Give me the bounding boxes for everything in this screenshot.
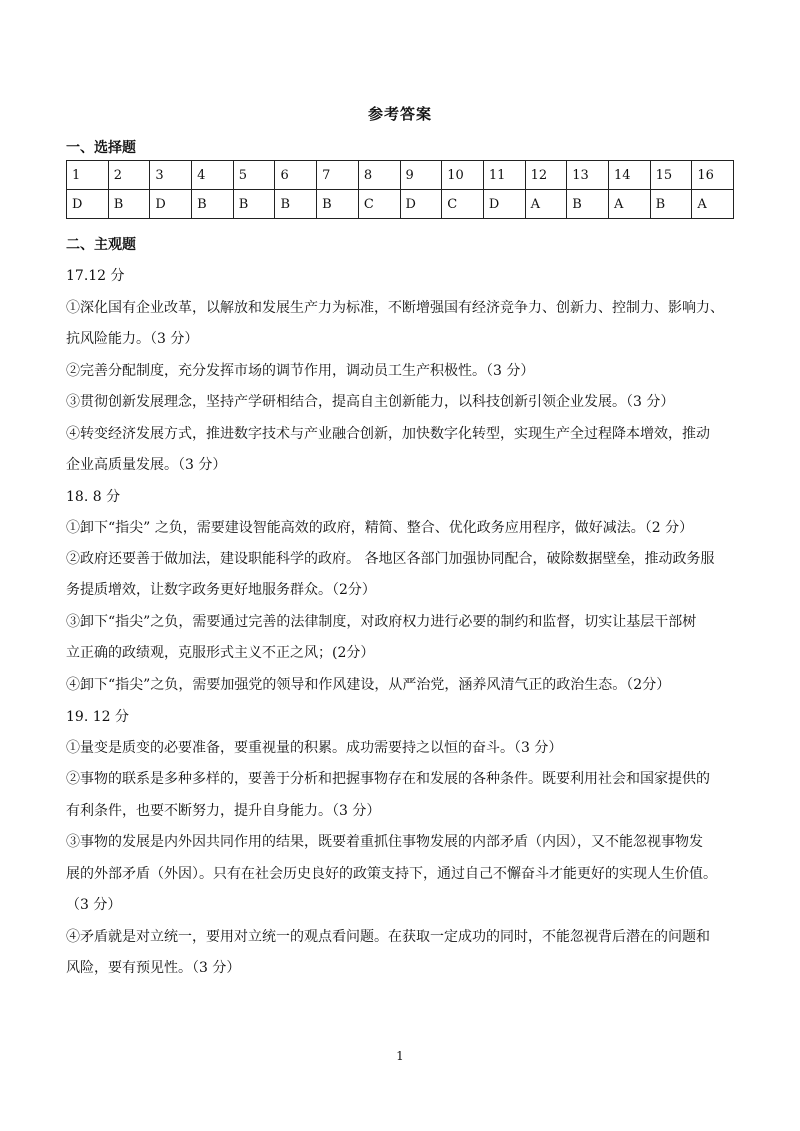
- section-subjective-heading: 二、主观题: [66, 237, 136, 253]
- question-number-cell: 13: [567, 161, 609, 190]
- answer-line: ②事物的联系是多种多样的，要善于分析和把握事物存在和发展的各种条件。既要利用社会和国家提供的: [66, 771, 710, 787]
- answer-line: ②政府还要善于做加法，建设职能科学的政府。 各地区各部门加强协同配合，破除数据壁垒，推动政务服: [66, 551, 715, 567]
- answer-cell: D: [67, 190, 109, 219]
- question-number-cell: 15: [650, 161, 692, 190]
- question-number-cell: 11: [483, 161, 525, 190]
- answer-line: 展的外部矛盾（外因）。只有在社会历史良好的政策支持下，通过自己不懈奋斗才能更好的实现人生价值。: [66, 866, 717, 882]
- page-title: 参考答案: [367, 105, 432, 123]
- answer-cell: D: [400, 190, 442, 219]
- question-number-cell: 14: [608, 161, 650, 190]
- question-number-cell: 8: [358, 161, 400, 190]
- question-number-cell: 4: [192, 161, 234, 190]
- question-number-cell: 3: [150, 161, 192, 190]
- question-number-cell: 6: [275, 161, 317, 190]
- question-number-cell: 9: [400, 161, 442, 190]
- answer-cell: C: [358, 190, 400, 219]
- answer-line: 企业高质量发展。（3 分）: [66, 457, 227, 473]
- answer-cell: D: [150, 190, 192, 219]
- page-number: 1: [396, 1049, 404, 1063]
- answer-line: 有利条件，也要不断努力，提升自身能力。（3 分）: [66, 803, 381, 819]
- answer-line: ③贯彻创新发展理念，坚持产学研相结合，提高自主创新能力，以科技创新引领企业发展。（3 分）: [66, 394, 675, 410]
- answer-line: ②完善分配制度，充分发挥市场的调节作用，调动员工生产积极性。（3 分）: [66, 363, 535, 379]
- answer-line: ④矛盾就是对立统一，要用对立统一的观点看问题。在获取一定成功的同时，不能忽视背后潜在的问题和: [66, 929, 710, 945]
- answer-cell: B: [192, 190, 234, 219]
- answer-cell: B: [567, 190, 609, 219]
- answer-line: ④卸下“指尖”之负，需要加强党的领导和作风建设，从严治党，涵养风清气正的政治生态。（2分）: [66, 677, 671, 693]
- question-19-heading: 19. 12 分: [66, 709, 129, 725]
- answer-cell: B: [233, 190, 275, 219]
- question-number-cell: 16: [692, 161, 734, 190]
- answer-line: ①卸下“指尖” 之负，需要建设智能高效的政府，精简、整合、优化政务应用程序，做好减法。（2 分）: [66, 520, 694, 536]
- question-number-row: [67, 161, 734, 190]
- answer-cell: B: [650, 190, 692, 219]
- answer-line: 务提质增效，让数字政务更好地服务群众。（2分）: [66, 582, 376, 598]
- answer-table: [66, 160, 734, 219]
- answer-cell: A: [608, 190, 650, 219]
- answer-cell: D: [483, 190, 525, 219]
- question-number-cell: 5: [233, 161, 275, 190]
- question-17-heading: 17.12 分: [66, 268, 125, 284]
- answer-cell: A: [525, 190, 567, 219]
- answer-row: [67, 190, 734, 219]
- answer-line: ③卸下“指尖”之负，需要通过完善的法律制度，对政府权力进行必要的制约和监督，切实让基层干部树: [66, 614, 697, 630]
- answer-line: 抗风险能力。（3 分）: [66, 331, 199, 347]
- answer-line: ①量变是质变的必要准备，要重视量的积累。成功需要持之以恒的奋斗。（3 分）: [66, 740, 563, 756]
- answer-line: 立正确的政绩观，克服形式主义不正之风；(2分）: [66, 645, 375, 661]
- answer-line: ①深化国有企业改革，以解放和发展生产力为标准，不断增强国有经济竞争力、创新力、控制力、影响力、: [66, 300, 724, 316]
- question-18-heading: 18. 8 分: [66, 489, 121, 505]
- answer-line: （3 分）: [66, 897, 122, 913]
- answer-cell: B: [317, 190, 359, 219]
- answer-line: ④转变经济发展方式，推进数字技术与产业融合创新，加快数字化转型，实现生产全过程降本增效，推动: [66, 426, 710, 442]
- answer-cell: B: [275, 190, 317, 219]
- section-multiple-choice-heading: 一、选择题: [66, 140, 136, 156]
- question-number-cell: 1: [67, 161, 109, 190]
- answer-cell: B: [108, 190, 150, 219]
- question-number-cell: 2: [108, 161, 150, 190]
- answer-cell: C: [442, 190, 484, 219]
- answer-line: ③事物的发展是内外因共同作用的结果，既要着重抓住事物发展的内部矛盾（内因），又不能忽视事物发: [66, 834, 703, 850]
- question-number-cell: 10: [442, 161, 484, 190]
- answer-line: 风险，要有预见性。（3 分）: [66, 960, 241, 976]
- answer-cell: A: [692, 190, 734, 219]
- question-number-cell: 7: [317, 161, 359, 190]
- question-number-cell: 12: [525, 161, 567, 190]
